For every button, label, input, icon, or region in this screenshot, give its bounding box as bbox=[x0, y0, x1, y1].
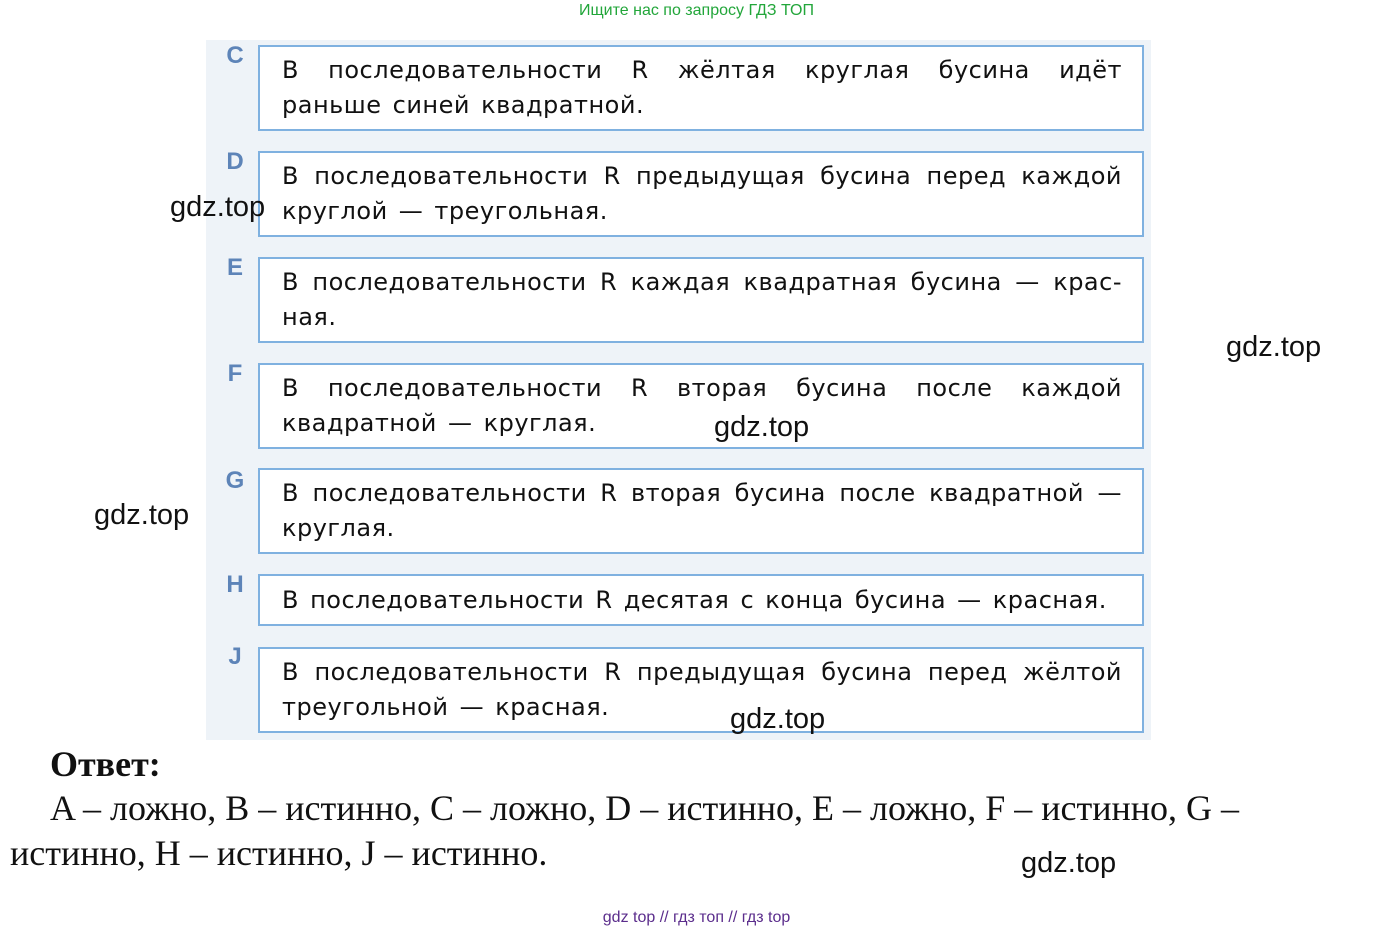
answer-heading: Ответ: bbox=[50, 744, 161, 784]
statement-box-c bbox=[258, 45, 1144, 131]
statement-letter-h: H bbox=[226, 571, 244, 598]
watermark-gdz: gdz.top bbox=[170, 191, 266, 223]
statement-text-c: В последовательности R жёлтая круглая бусина идёт раньше синей квадратной. bbox=[282, 56, 1122, 119]
statement-box-h bbox=[258, 574, 1144, 626]
statement-text-e: В последовательности R каждая квадратная бусина — крас-ная. bbox=[282, 268, 1122, 331]
watermark-gdz: gdz.top bbox=[1226, 331, 1322, 363]
statement-box-g bbox=[258, 468, 1144, 554]
top-banner: Ищите нас по запросу ГДЗ ТОП bbox=[579, 2, 814, 19]
statement-letter-c: C bbox=[226, 42, 244, 69]
watermark-gdz: gdz.top bbox=[94, 499, 190, 531]
statement-box-f bbox=[258, 363, 1144, 449]
watermark-gdz: gdz.top bbox=[730, 703, 826, 735]
statement-text-f: В последовательности R вторая бусина после каждой квадратной — круглая. bbox=[282, 374, 1122, 437]
statement-letter-e: E bbox=[226, 254, 243, 281]
watermark-gdz: gdz.top bbox=[714, 411, 810, 443]
statement-box-e bbox=[258, 257, 1144, 343]
statement-letter-d: D bbox=[226, 148, 244, 175]
footer-links: gdz top // гдз топ // гдз top bbox=[602, 909, 791, 926]
statement-letter-j: J bbox=[228, 643, 242, 670]
statement-text-g: В последовательности R вторая бусина после квадратной — круглая. bbox=[282, 479, 1122, 542]
statement-text-j: В последовательности R предыдущая бусина перед жёлтой треугольной — красная. bbox=[282, 658, 1122, 721]
answer-text: A – ложно, B – истинно, C – ложно, D – истинно, E – ложно, F – истинно, G – истинно, H – истинно, J – истинно. bbox=[10, 788, 1239, 873]
statement-text-d: В последовательности R предыдущая бусина перед каждой круглой — треугольная. bbox=[282, 162, 1122, 225]
statement-text-h: В последовательности R десятая с конца бусина — красная. bbox=[282, 585, 1107, 614]
statement-letter-g: G bbox=[225, 467, 245, 494]
statement-letter-f: F bbox=[227, 360, 243, 387]
watermark-gdz: gdz.top bbox=[1021, 847, 1117, 879]
statement-box-j bbox=[258, 647, 1144, 733]
statement-box-d bbox=[258, 151, 1144, 237]
